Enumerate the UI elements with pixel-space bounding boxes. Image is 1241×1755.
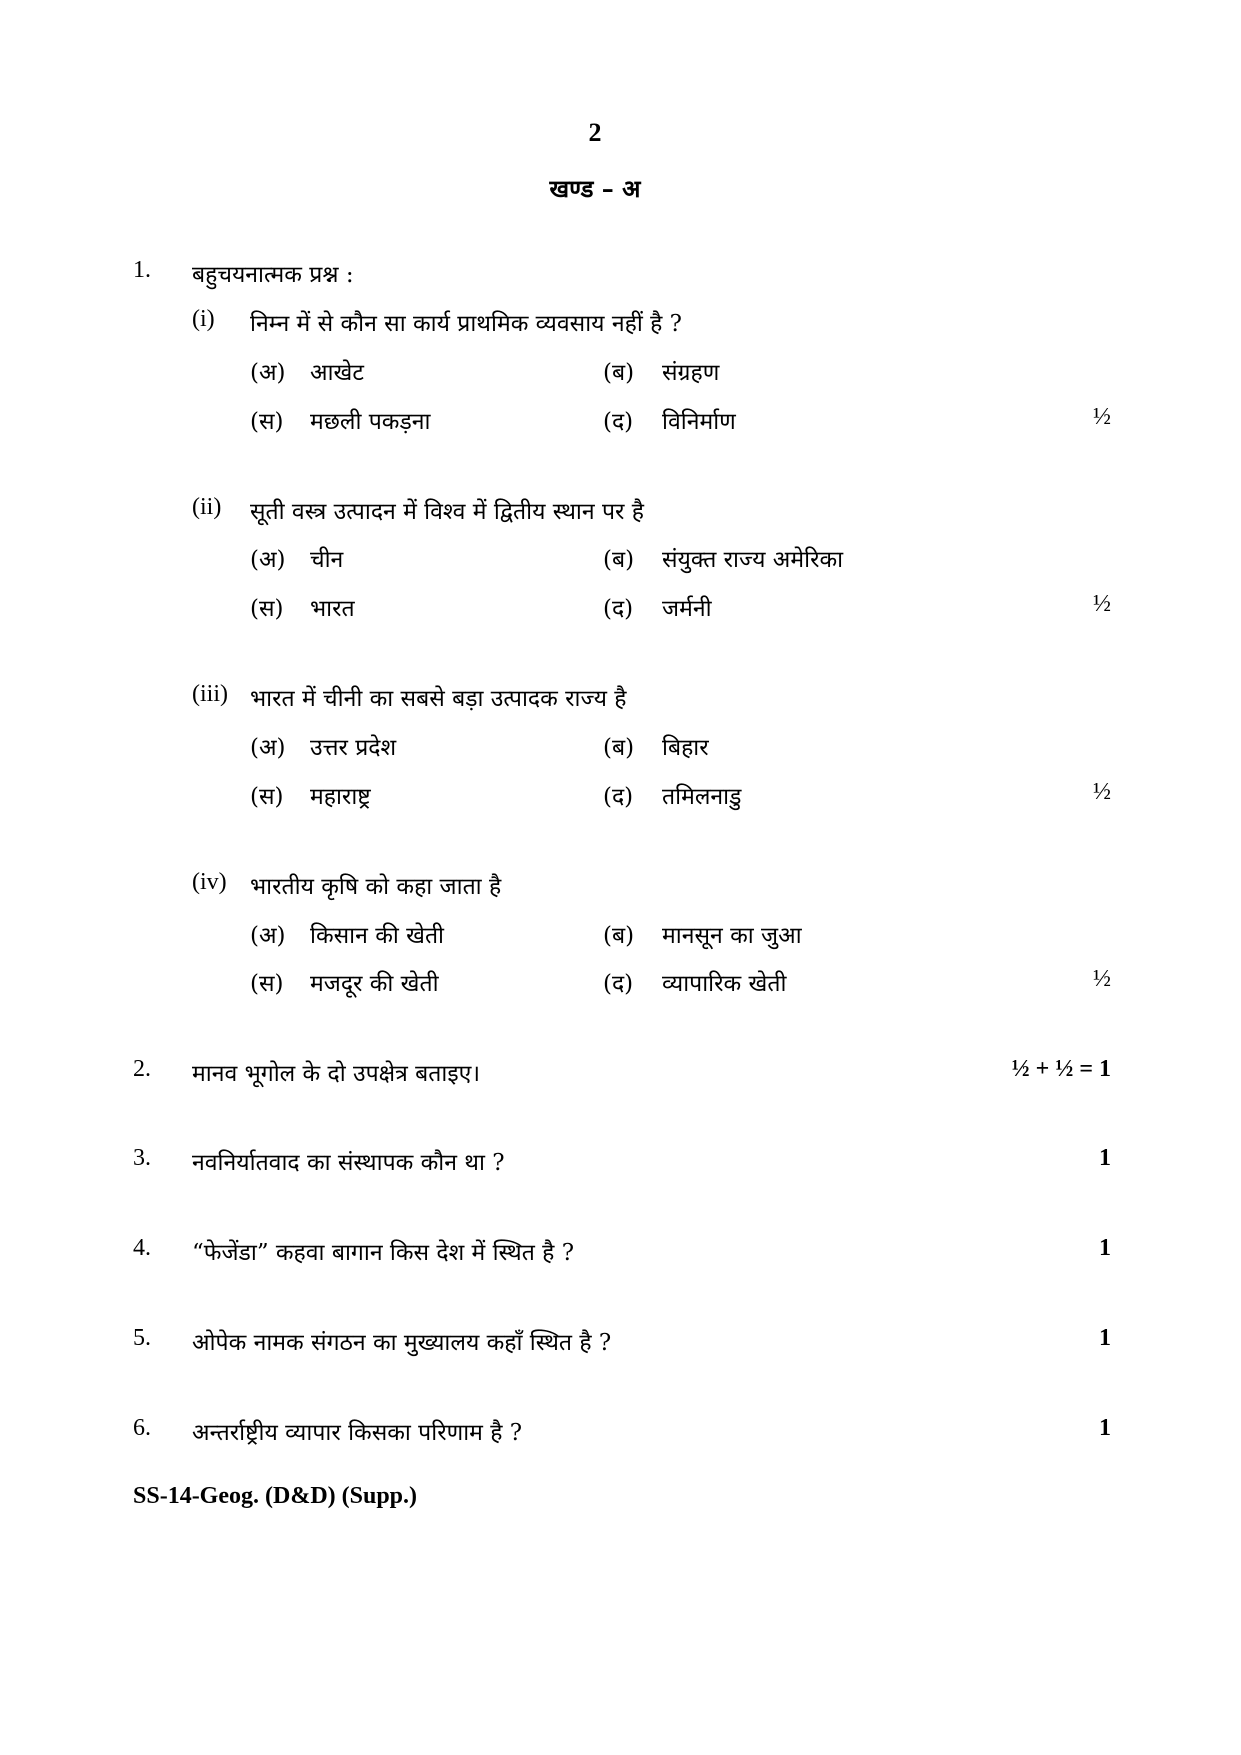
section-title: खण्ड – अ xyxy=(549,174,641,203)
option-text: जर्मनी xyxy=(662,596,712,622)
sub-question-label: (ii) xyxy=(192,494,222,520)
option-label: (द) xyxy=(603,971,634,997)
marks: 1 xyxy=(1099,1325,1111,1351)
option-text: व्यापारिक खेती xyxy=(662,971,787,997)
option-label: (अ) xyxy=(250,735,286,761)
question-text: बहुचयनात्मक प्रश्न : xyxy=(192,262,354,288)
option-text: तमिलनाडु xyxy=(662,784,742,810)
option-text: उत्तर प्रदेश xyxy=(310,735,397,761)
sub-question-text: भारतीय कृषि को कहा जाता है xyxy=(250,874,502,900)
footer-code: SS-14-Geog. (D&D) (Supp.) xyxy=(133,1483,418,1509)
question-text: ओपेक नामक संगठन का मुख्यालय कहाँ स्थित है ? xyxy=(192,1330,612,1356)
sub-question-text: निम्न में से कौन सा कार्य प्राथमिक व्यवसाय नहीं है ? xyxy=(250,311,682,337)
option-text: भारत xyxy=(310,596,355,622)
option-text: किसान की खेती xyxy=(310,923,445,949)
question-text: अन्तर्राष्ट्रीय व्यापार किसका परिणाम है ? xyxy=(192,1420,523,1446)
page-number: 2 xyxy=(588,118,602,147)
option-text: विनिर्माण xyxy=(662,409,736,435)
question-number: 3. xyxy=(133,1145,151,1171)
option-label: (स) xyxy=(250,971,284,997)
option-label: (ब) xyxy=(603,547,635,573)
option-label: (अ) xyxy=(250,360,286,386)
option-text: मजदूर की खेती xyxy=(310,971,439,997)
marks: ½ xyxy=(1093,404,1111,430)
marks: 1 xyxy=(1099,1145,1111,1171)
question-number: 1. xyxy=(133,257,151,283)
option-text: संग्रहण xyxy=(662,360,720,386)
option-text: बिहार xyxy=(662,735,709,761)
option-label: (द) xyxy=(603,596,634,622)
option-text: महाराष्ट्र xyxy=(310,784,371,810)
option-text: मानसून का जुआ xyxy=(662,923,802,949)
option-label: (ब) xyxy=(603,735,635,761)
option-text: आखेट xyxy=(310,360,364,386)
question-number: 2. xyxy=(133,1056,151,1082)
option-label: (ब) xyxy=(603,923,635,949)
marks: ½ xyxy=(1093,591,1111,617)
option-label: (स) xyxy=(250,784,284,810)
marks: 1 xyxy=(1099,1235,1111,1261)
sub-question-label: (iv) xyxy=(192,869,227,895)
sub-question-text: भारत में चीनी का सबसे बड़ा उत्पादक राज्य है xyxy=(250,686,627,712)
marks: ½ + ½ = 1 xyxy=(1011,1056,1111,1082)
option-label: (अ) xyxy=(250,547,286,573)
sub-question-label: (iii) xyxy=(192,681,228,707)
sub-question-label: (i) xyxy=(192,306,215,332)
option-text: चीन xyxy=(310,547,344,573)
question-number: 6. xyxy=(133,1415,151,1441)
option-text: संयुक्त राज्य अमेरिका xyxy=(662,547,844,573)
sub-question-text: सूती वस्त्र उत्पादन में विश्व में द्वितीय स्थान पर है xyxy=(250,499,644,525)
question-number: 4. xyxy=(133,1235,151,1261)
option-label: (स) xyxy=(250,596,284,622)
option-label: (अ) xyxy=(250,923,286,949)
question-text: “फेजेंडा” कहवा बागान किस देश में स्थित है ? xyxy=(192,1240,575,1266)
marks: ½ xyxy=(1093,779,1111,805)
option-text: मछली पकड़ना xyxy=(310,409,431,435)
question-text: नवनिर्यातवाद का संस्थापक कौन था ? xyxy=(192,1150,505,1176)
option-label: (स) xyxy=(250,409,284,435)
option-label: (ब) xyxy=(603,360,635,386)
option-label: (द) xyxy=(603,784,634,810)
question-text: मानव भूगोल के दो उपक्षेत्र बताइए। xyxy=(192,1061,481,1087)
option-label: (द) xyxy=(603,409,634,435)
question-number: 5. xyxy=(133,1325,151,1351)
marks: ½ xyxy=(1093,966,1111,992)
marks: 1 xyxy=(1099,1415,1111,1441)
